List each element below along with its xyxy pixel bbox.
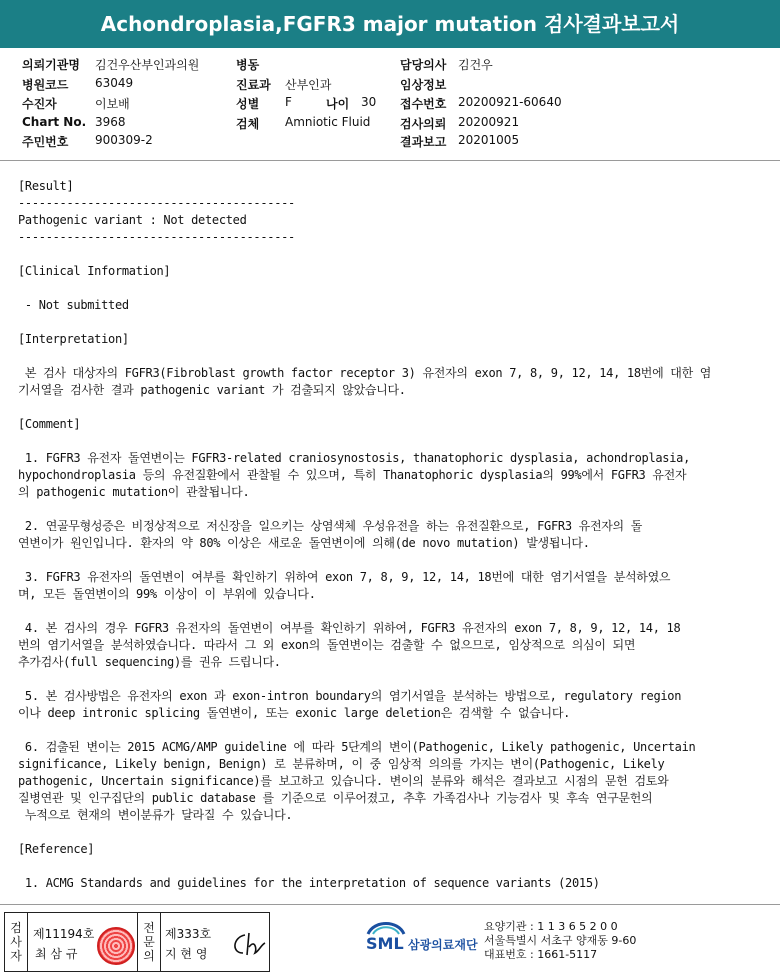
report-line	[18, 603, 774, 620]
report-line: ----------------------------------------	[18, 230, 295, 244]
inspector-license: 제11194호	[33, 927, 95, 941]
hospital-code-label: 병원코드	[22, 78, 69, 92]
report-line: Pathogenic variant : Not detected	[18, 213, 247, 227]
patient-value: 이보배	[95, 97, 130, 111]
org-address: 서울특별시 서초구 양재동 9-60	[484, 934, 637, 947]
report-line: [Interpretation]	[18, 332, 129, 346]
inspector-role: 검사자	[5, 913, 28, 971]
inspector-name: 최 삼 규	[35, 947, 78, 961]
report-line: 추가검사(full sequencing)를 권유 드립니다.	[18, 655, 281, 669]
report-line	[18, 858, 774, 875]
report-footer	[0, 906, 780, 976]
resident-value: 900309-2	[95, 133, 153, 147]
request-value: 20200921	[458, 115, 520, 129]
report-line: 질병연관 및 인구집단의 public database 를 기준으로 이루어졌고, 추후 가족검사나 기능검사 및 후속 연구문헌의	[18, 791, 653, 805]
clinical-label: 임상정보	[400, 78, 447, 92]
result-date-label: 결과보고	[400, 135, 447, 149]
report-body	[18, 178, 774, 898]
report-line	[18, 671, 774, 688]
care-code: 요양기관 : 1 1 3 6 5 2 0 0	[484, 920, 618, 933]
receipt-label: 접수번호	[400, 97, 447, 111]
inspector-seal	[97, 927, 135, 965]
sex-value: F	[285, 95, 292, 109]
org-name: 삼광의료재단	[408, 938, 478, 952]
hospital-code-value: 63049	[95, 76, 134, 90]
dept-value: 산부인과	[285, 78, 332, 92]
report-line: [Result]	[18, 179, 74, 193]
report-line: 6. 검출된 변이는 2015 ACMG/AMP guideline 에 따라 5단계의 변이(Pathogenic, Likely pathogenic, Uncertain	[18, 740, 696, 754]
doctor-value: 김건우	[458, 58, 493, 72]
institution-value: 김건우산부인과의원	[95, 58, 200, 72]
report-line: [Reference]	[18, 842, 95, 856]
report-line: - Not submitted	[18, 298, 129, 312]
report-line	[18, 722, 774, 739]
report-line: pathogenic, Uncertain significance)를 보고하고 있습니다. 변이의 분류와 해석은 결과보고 시점의 문헌 검토와	[18, 774, 669, 788]
report-line	[18, 314, 774, 331]
report-line: [Comment]	[18, 417, 81, 431]
org-contact	[484, 920, 636, 962]
report-line: significance, Likely benign, Benign) 로 분류하며, 이 중 임상적 의의를 가지는 변이(Pathogenic, Likely	[18, 757, 665, 771]
report-line	[18, 824, 774, 841]
report-line: 1. ACMG Standards and guidelines for the interpretation of sequence variants (2015)	[18, 876, 600, 890]
result-date-value: 20201005	[458, 133, 520, 147]
doctor-label: 담당의사	[400, 58, 447, 72]
institution-label: 의뢰기관명	[22, 58, 80, 72]
report-line: 3. FGFR3 유전자의 돌연변이 여부를 확인하기 위하여 exon 7, 8, 9, 12, 14, 18번에 대한 염기서열을 분석하였으	[18, 570, 671, 584]
reviewer-name: 지 현 영	[165, 947, 208, 961]
report-line	[18, 280, 774, 297]
report-line: 연변이가 원인입니다. 환자의 약 80% 이상은 새로운 돌연변이에 의해(de novo mutation) 발생됩니다.	[18, 536, 590, 550]
report-line: 1. FGFR3 유전자 돌연변이는 FGFR3-related craniosynostosis, thanatophoric dysplasia, achondroplasia,	[18, 451, 691, 465]
report-line: [Clinical Information]	[18, 264, 171, 278]
chart-value: 3968	[95, 115, 126, 129]
report-line	[18, 246, 774, 263]
report-line: 며, 모든 돌연변이의 99% 이상이 이 부위에 있습니다.	[18, 587, 316, 601]
report-line: 의 pathogenic mutation이 관찰됩니다.	[18, 485, 250, 499]
report-line: hypochondroplasia 등의 유전질환에서 관찰될 수 있으며, 특히 Thanatophoric dysplasia의 99%에서 FGFR3 유전자	[18, 468, 687, 482]
report-title: Achondroplasia,FGFR3 major mutation 검사결과보고서	[100, 11, 680, 36]
specimen-value: Amniotic Fluid	[285, 115, 371, 129]
specimen-label: 검체	[236, 117, 260, 131]
report-line: ----------------------------------------	[18, 196, 295, 210]
signature-scribble	[227, 929, 267, 959]
logo-text: SML	[366, 934, 404, 953]
footer-divider	[0, 904, 780, 905]
report-line: 기서열을 검사한 결과 pathogenic variant 가 검출되지 않았습니다.	[18, 383, 406, 397]
resident-label: 주민번호	[22, 135, 69, 149]
report-line: 이나 deep intronic splicing 돌연변이, 또는 exonic large deletion은 검색할 수 없습니다.	[18, 706, 571, 720]
patient-info	[0, 54, 780, 154]
age-label: 나이	[326, 97, 350, 111]
sex-label: 성별	[236, 97, 260, 111]
reviewer-license: 제333호	[165, 927, 212, 941]
report-line: 4. 본 검사의 경우 FGFR3 유전자의 돌연변이 여부를 확인하기 위하여, FGFR3 유전자의 exon 7, 8, 9, 12, 14, 18	[18, 621, 681, 635]
report-title-bar	[0, 0, 780, 48]
header-divider	[0, 160, 780, 161]
report-line: 본 검사 대상자의 FGFR3(Fibroblast growth factor receptor 3) 유전자의 exon 7, 8, 9, 12, 14, 18번에 대한 염	[18, 366, 712, 380]
report-line	[18, 348, 774, 365]
ward-label: 병동	[236, 58, 260, 72]
report-line	[18, 501, 774, 518]
patient-label: 수진자	[22, 97, 57, 111]
report-line: 번의 염기서열을 분석하였습니다. 따라서 그 외 exon의 돌연변이는 검출할 수 없으므로, 임상적으로 의심이 되면	[18, 638, 636, 652]
reviewer-role: 전문의	[137, 913, 161, 971]
receipt-value: 20200921-60640	[458, 95, 562, 109]
request-label: 검사의뢰	[400, 117, 447, 131]
report-line	[18, 552, 774, 569]
report-line	[18, 433, 774, 450]
age-value: 30	[361, 95, 377, 109]
chart-label: Chart No.	[22, 115, 87, 129]
org-phone: 대표번호 : 1661-5117	[484, 948, 598, 961]
report-line: 2. 연골무형성증은 비정상적으로 저신장을 일으키는 상염색체 우성유전을 하는 유전질환으로, FGFR3 유전자의 돌	[18, 519, 643, 533]
report-line: 누적으로 현재의 변이분류가 달라질 수 있습니다.	[18, 808, 293, 822]
report-line	[18, 399, 774, 416]
report-line: 5. 본 검사방법은 유전자의 exon 과 exon-intron boundary의 염기서열을 분석하는 방법으로, regulatory region	[18, 689, 682, 703]
dept-label: 진료과	[236, 78, 271, 92]
signature-box	[4, 912, 270, 972]
